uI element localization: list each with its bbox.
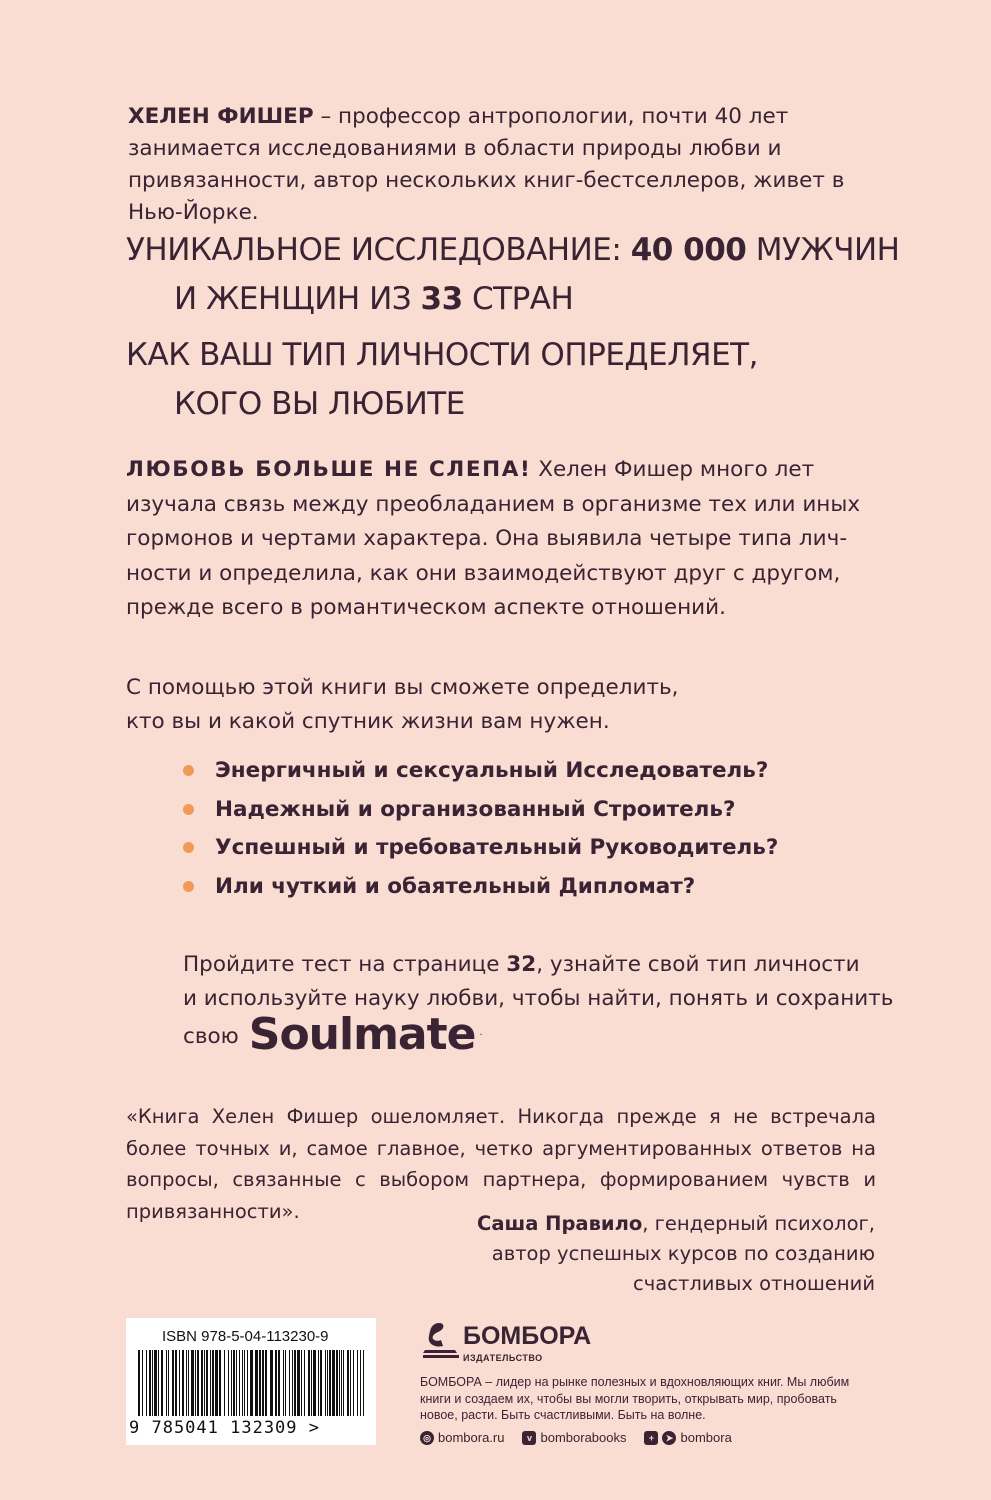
attribution-line: счастливых отношений	[633, 1272, 875, 1295]
test-text: , узнайте свой тип личности	[536, 952, 860, 977]
lead-line: гормонов и чертами характера. Она выявила четыре типа лич-	[126, 526, 848, 551]
list-item-text: Энергичный и сексуальный Исследователь?	[215, 758, 769, 783]
attribution-role: , гендерный психолог,	[642, 1212, 875, 1235]
bullet-dot-icon	[183, 765, 194, 776]
lead-line: изучала связь между преобладанием в организме тех или иных	[126, 491, 861, 517]
list-item	[183, 791, 778, 830]
contact-vk[interactable]	[522, 1430, 626, 1445]
list-item	[183, 868, 778, 907]
publisher-logo	[421, 1320, 592, 1366]
lead-line: ности и определила, как они взаимодействуют друг с другом,	[126, 560, 841, 586]
contact-social[interactable]	[644, 1430, 731, 1445]
barcode	[126, 1318, 376, 1445]
lead-line: прежде всего в романтическом аспекте отношений.	[126, 595, 726, 620]
publisher-description: БОМБОРА – лидер на рынке полезных и вдохновляющих книг. Мы любим книги и создаем их, чтобы вы могли творить, открывать мир, пробовать новое, расти. Быть счастливыми. Быть на волне.	[420, 1375, 850, 1422]
test-paragraph	[183, 948, 894, 1060]
headline-personality-line1: КАК ВАШ ТИП ЛИЧНОСТИ ОПРЕДЕЛЯЕТ,	[126, 337, 758, 373]
list-item-text: Успешный и требовательный Руководитель?	[215, 835, 779, 860]
globe-icon: ◎	[420, 1431, 434, 1445]
lead-line: Хелен Фишер много лет	[531, 457, 815, 482]
intro-line: кто вы и какой спутник жизни вам нужен.	[126, 709, 610, 734]
headline-personality-line2: КОГО ВЫ ЛЮБИТЕ	[174, 386, 465, 422]
publisher-contacts	[420, 1430, 732, 1445]
review-quote: «Книга Хелен Фишер ошеломляет. Никогда прежде я не встречала более точных и, самое главное, четко аргументированных ответов на вопросы, связанные с выбором партнера, формированием чувств и привязанности».	[126, 1105, 876, 1223]
attribution-line: автор успешных курсов по созданию	[491, 1242, 875, 1265]
lead-paragraph	[126, 453, 896, 626]
personality-types-list	[183, 752, 778, 906]
contact-text: bombora.ru	[438, 1430, 505, 1445]
barcode-bars-icon	[138, 1350, 364, 1416]
headline-study-text: И ЖЕНЩИН ИЗ	[174, 281, 421, 317]
contact-website[interactable]	[420, 1430, 504, 1445]
headline-study-line2	[126, 275, 900, 324]
author-name: ХЕЛЕН ФИШЕР	[128, 104, 314, 129]
soulmate-wordmark: Soulmate	[248, 1009, 476, 1060]
vk-icon: v	[522, 1431, 536, 1445]
telegram-icon: ➤	[662, 1431, 676, 1445]
headline-study-text: СТРАН	[462, 281, 574, 317]
publisher-brand: БОМБОРА	[463, 1322, 592, 1350]
bullet-dot-icon	[183, 881, 194, 892]
list-item	[183, 829, 778, 868]
author-bio	[128, 101, 888, 229]
list-item	[183, 752, 778, 791]
barcode-digits: 9 785041 132309 >	[129, 1418, 320, 1438]
headline-study	[126, 226, 900, 324]
list-item-text: Надежный и организованный Строитель?	[215, 796, 736, 822]
headline-personality	[126, 331, 758, 429]
bombora-logo-icon	[421, 1320, 461, 1362]
quote-attribution	[477, 1209, 875, 1299]
headline-study-countries: 33	[420, 281, 463, 317]
contact-text: bomborabooks	[540, 1430, 627, 1445]
attribution-name: Саша Правило	[477, 1212, 643, 1235]
trademark-mark: .	[479, 1027, 483, 1038]
headline-study-text: МУЖЧИН	[746, 232, 900, 268]
bullet-dot-icon	[183, 804, 194, 815]
test-text: Пройдите тест на странице	[183, 952, 507, 977]
bullet-dot-icon	[183, 842, 194, 853]
test-page-number: 32	[506, 952, 537, 977]
headline-study-count: 40 000	[630, 232, 747, 268]
test-text: свою	[183, 1024, 239, 1049]
intro-line: С помощью этой книги вы сможете определить,	[126, 675, 679, 700]
contact-text: bombora	[680, 1430, 732, 1445]
publisher-subtitle: ИЗДАТЕЛЬСТВО	[463, 1353, 543, 1363]
headline-study-text: УНИКАЛЬНОЕ ИССЛЕДОВАНИЕ:	[126, 232, 631, 268]
author-bio-text: – профессор антропологии, почти 40 лет занимается исследованиями в области природы любви и привязанности, автор нескольких книг-бестселлеров, живет в Нью-Йорке.	[128, 104, 845, 225]
intro-paragraph	[126, 671, 678, 739]
list-item-text: Или чуткий и обаятельный Дипломат?	[215, 873, 696, 899]
lead-bold: ЛЮБОВЬ БОЛЬШЕ НЕ СЛЕПА!	[126, 457, 532, 482]
social-icon: +	[644, 1431, 658, 1445]
test-text: и используйте науку любви, чтобы найти, понять и сохранить	[183, 986, 894, 1011]
isbn-number: ISBN 978-5-04-113230-9	[162, 1328, 329, 1345]
